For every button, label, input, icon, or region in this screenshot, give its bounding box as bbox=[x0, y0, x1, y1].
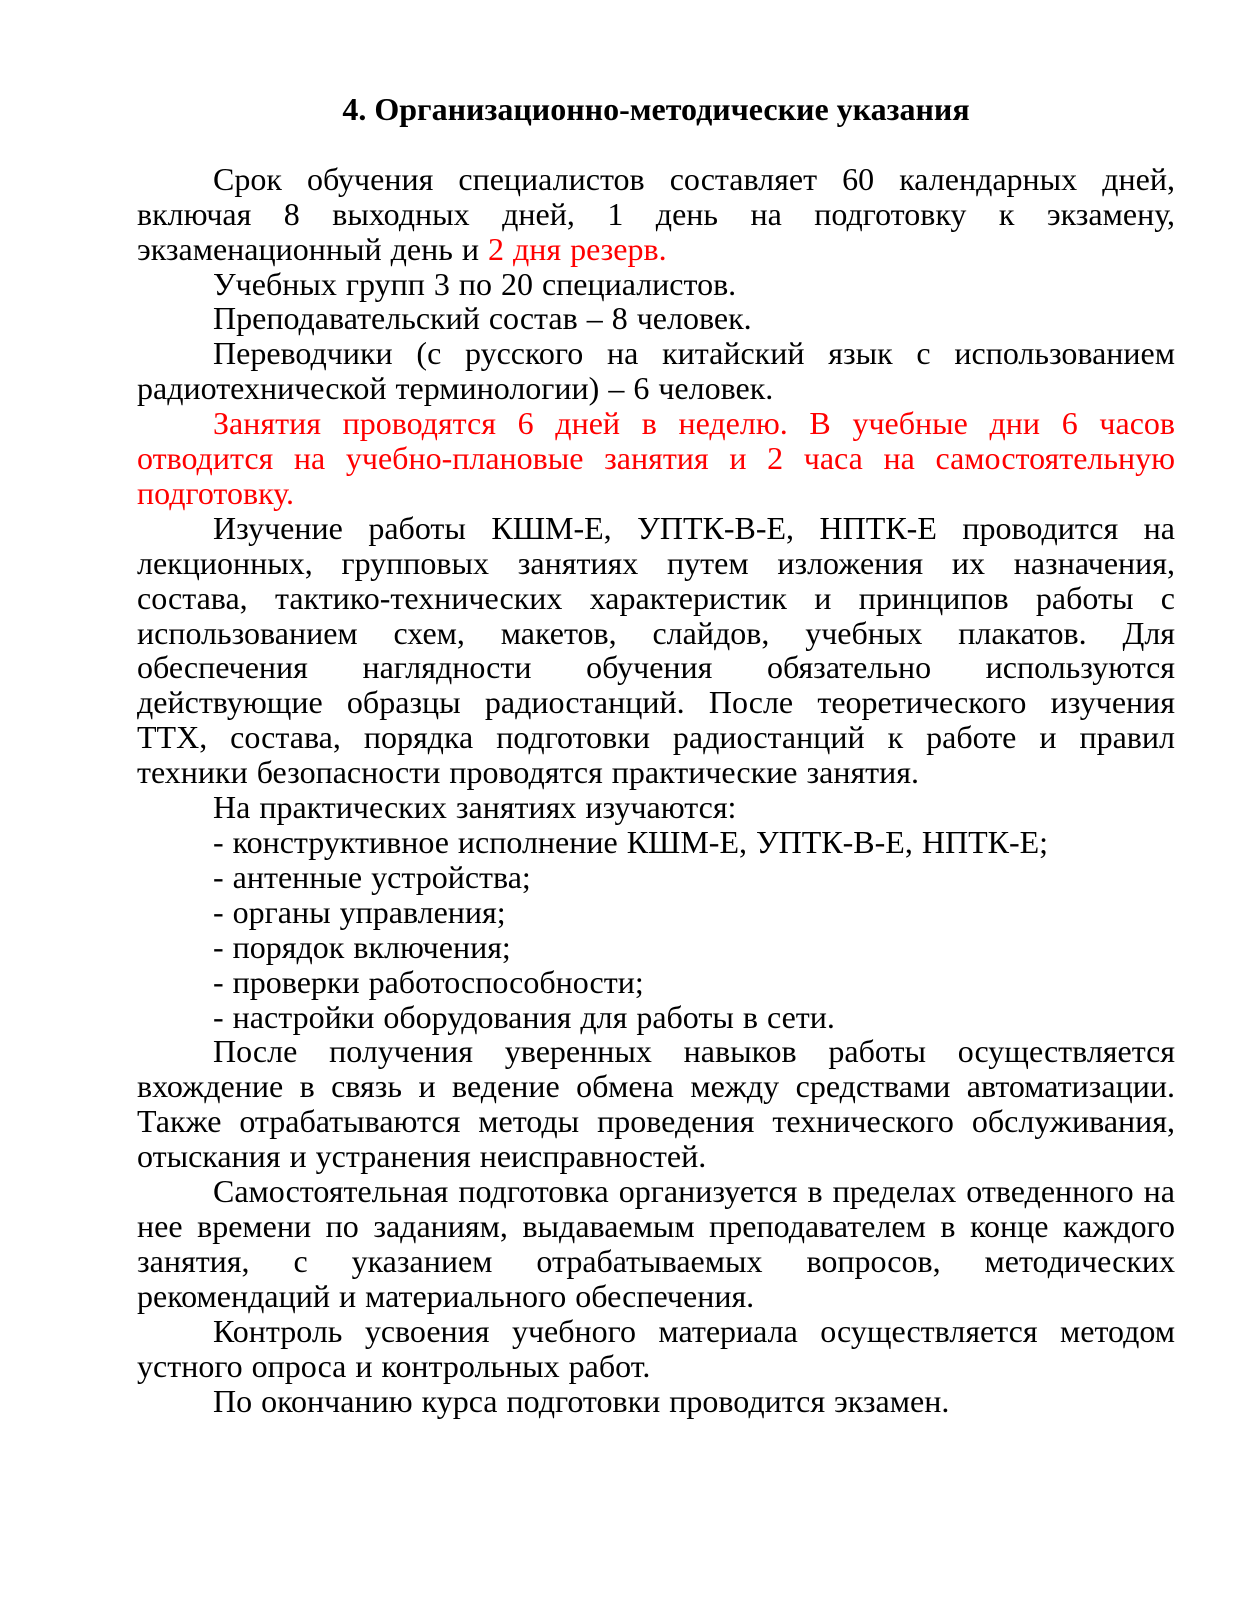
paragraph bbox=[137, 860, 1175, 895]
text-run: Переводчики (с русского на китайский язык с использованием радиотехнической терминологии) – 6 человек. bbox=[137, 335, 1175, 407]
paragraph bbox=[137, 1034, 1175, 1174]
paragraph bbox=[137, 267, 1175, 302]
paragraph bbox=[137, 790, 1175, 825]
text-run: На практических занятиях изучаются: bbox=[213, 789, 737, 826]
paragraph bbox=[137, 895, 1175, 930]
text-run: - антенные устройства; bbox=[213, 858, 531, 895]
red-text-run: Занятия проводятся 6 дней в неделю. В учебные дни 6 часов отводится на учебно-плановые занятия и 2 часа на самостоятельную подготовку. bbox=[137, 405, 1175, 511]
text-run: - конструктивное исполнение КШМ-Е, УПТК-В-Е, НПТК-Е; bbox=[213, 824, 1049, 861]
paragraph bbox=[137, 1000, 1175, 1035]
text-run: - настройки оборудования для работы в сети. bbox=[213, 998, 835, 1035]
document-body bbox=[137, 162, 1175, 1419]
document-content bbox=[137, 92, 1175, 1418]
paragraph bbox=[137, 162, 1175, 267]
paragraph bbox=[137, 930, 1175, 965]
paragraph bbox=[137, 511, 1175, 790]
red-text-run: 2 дня резерв. bbox=[487, 230, 667, 267]
text-run: Самостоятельная подготовка организуется в пределах отведенного на нее времени по заданиям, выдаваемым преподавателем в конце каждого занятия, с указанием отрабатываемых вопросов, методических рекомендаций и материального обеспечения. bbox=[137, 1173, 1175, 1314]
text-run: Контроль усвоения учебного материала осуществляется методом устного опроса и контрольных работ. bbox=[137, 1312, 1175, 1384]
paragraph bbox=[137, 301, 1175, 336]
paragraph bbox=[137, 1314, 1175, 1384]
paragraph bbox=[137, 825, 1175, 860]
document-title: 4. Организационно-методические указания bbox=[342, 91, 970, 127]
paragraph bbox=[137, 1174, 1175, 1314]
paragraph bbox=[137, 406, 1175, 511]
paragraph bbox=[137, 336, 1175, 406]
text-run: - проверки работоспособности; bbox=[213, 963, 644, 1000]
text-run: - порядок включения; bbox=[213, 928, 511, 965]
text-run: Преподавательский состав – 8 человек. bbox=[213, 300, 752, 337]
paragraph bbox=[137, 965, 1175, 1000]
text-run: По окончанию курса подготовки проводится экзамен. bbox=[213, 1382, 950, 1419]
text-run: - органы управления; bbox=[213, 893, 506, 930]
paragraph bbox=[137, 1384, 1175, 1419]
text-run: Изучение работы КШМ-Е, УПТК-В-Е, НПТК-Е проводится на лекционных, групповых занятиях путем изложения их назначения, состава, тактико-технических характеристик и принципов работы с использованием схем, макетов, слайдов, учебных плакатов. Для обеспечения наглядности обучения обязательно используются действующие образцы радиостанций. После теоретического изучения ТТХ, состава, порядка подготовки радиостанций к работе и правил техники безопасности проводятся практические занятия. bbox=[137, 509, 1175, 791]
text-run: Срок обучения специалистов составляет 60 календарных дней, включая 8 выходных дней, 1 день на подготовку к экзамену, экзаменационный день и bbox=[137, 160, 1175, 267]
text-run: Учебных групп 3 по 20 специалистов. bbox=[213, 265, 737, 302]
text-run: После получения уверенных навыков работы осуществляется вхождение в связь и ведение обмена между средствами автоматизации. Также отрабатываются методы проведения технического обслуживания, отыскания и устранения неисправностей. bbox=[137, 1033, 1175, 1175]
